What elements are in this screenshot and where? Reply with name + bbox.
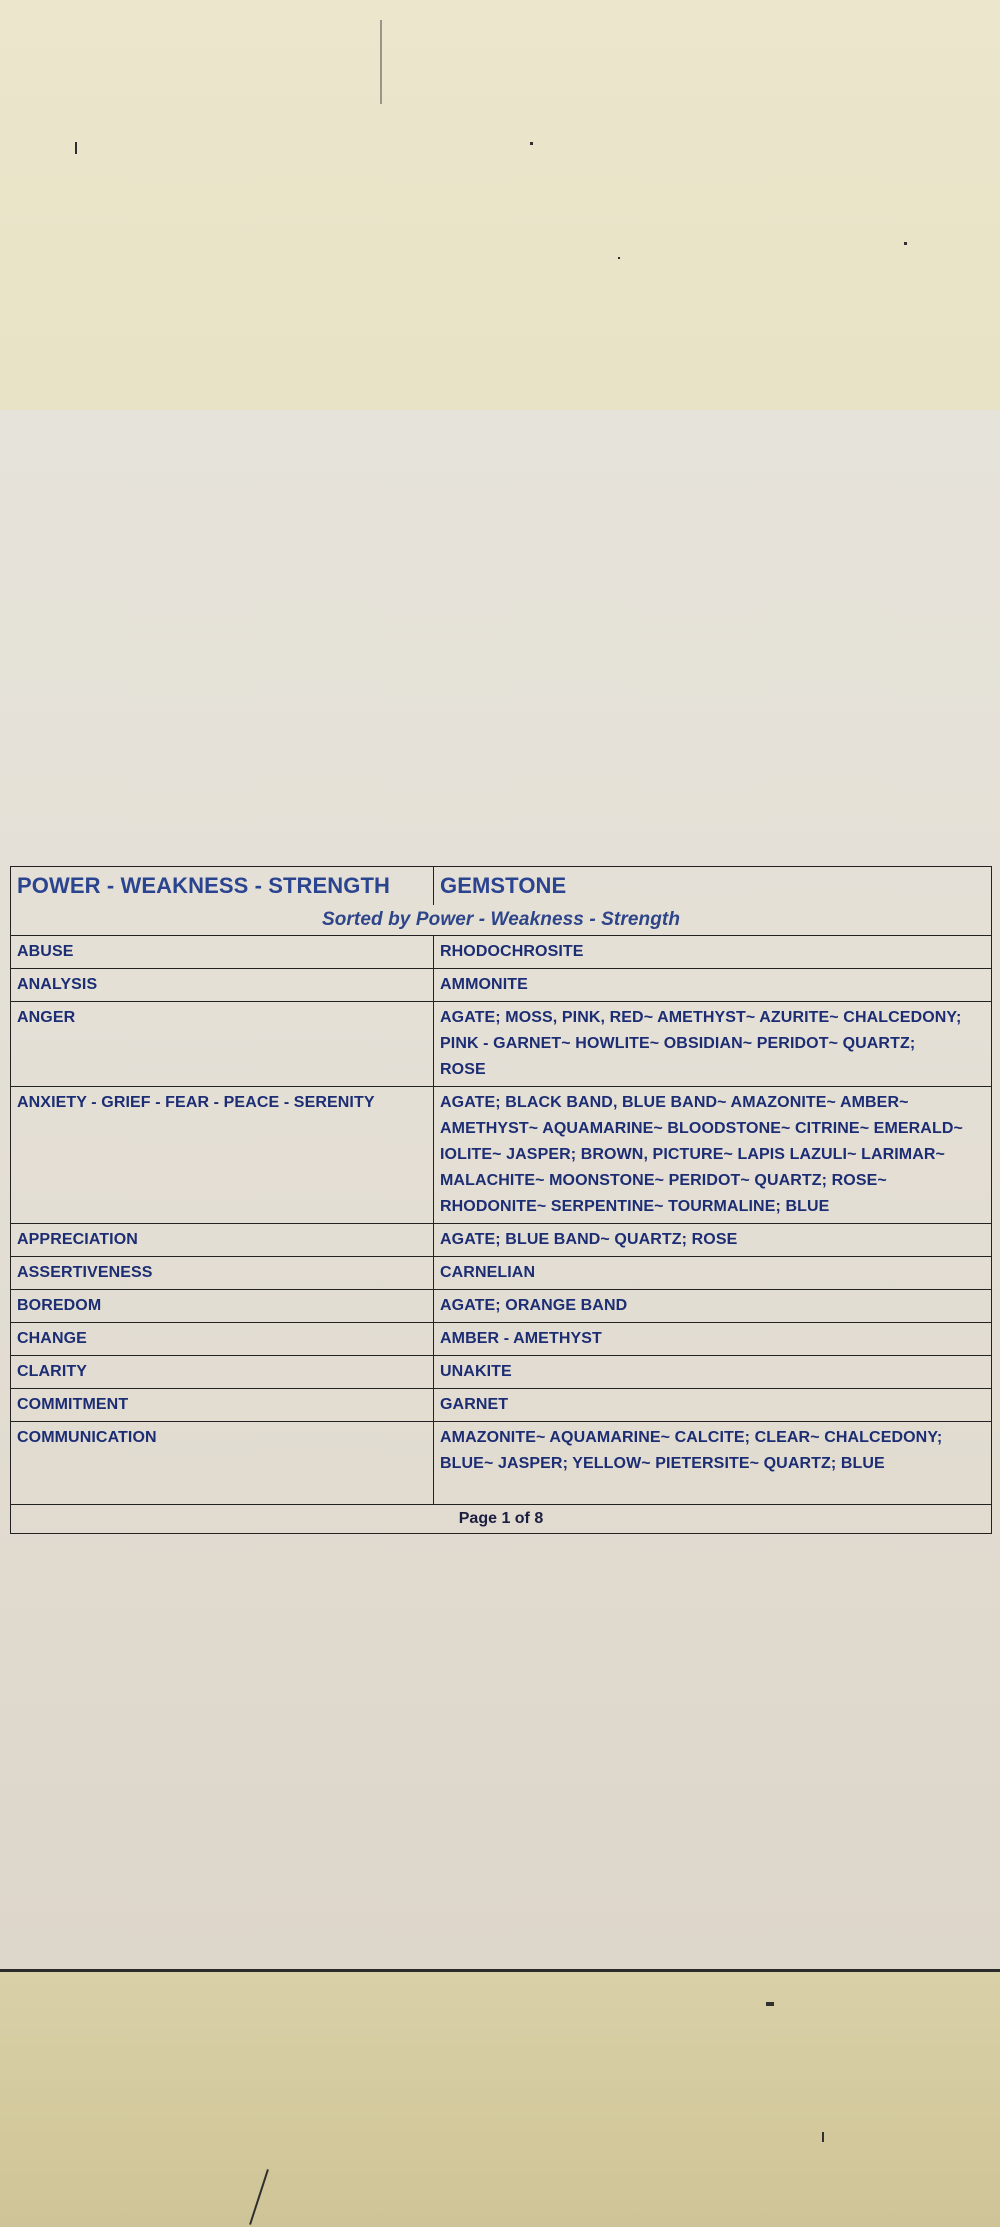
gemstone-line: AGATE; ORANGE BAND	[440, 1297, 628, 1314]
power-cell: ANGER	[11, 1002, 434, 1087]
gemstone-line: RHODONITE~ SERPENTINE~ TOURMALINE; BLUE	[440, 1198, 830, 1215]
power-cell: ANALYSIS	[11, 969, 434, 1002]
gemstone-line: AMAZONITE~ AQUAMARINE~ CALCITE; CLEAR~ CHALCEDONY;	[440, 1429, 943, 1446]
table-row	[11, 1290, 992, 1323]
gemstone-cell	[434, 1257, 992, 1290]
speck-mark	[904, 242, 907, 245]
power-cell: ANXIETY - GRIEF - FEAR - PEACE - SERENITY	[11, 1087, 434, 1224]
table-row	[11, 1389, 992, 1422]
power-cell: APPRECIATION	[11, 1224, 434, 1257]
table-row	[11, 1422, 992, 1505]
gemstone-line: ROSE	[440, 1061, 486, 1078]
gemstone-line: UNAKITE	[440, 1363, 512, 1380]
gemstone-cell	[434, 936, 992, 969]
gemstone-line: PINK - GARNET~ HOWLITE~ OBSIDIAN~ PERIDOT~ QUARTZ;	[440, 1035, 916, 1052]
table-row	[11, 936, 992, 969]
speck-mark	[530, 142, 533, 145]
speck-mark	[822, 2132, 824, 2142]
gemstone-document	[10, 866, 992, 1534]
gemstone-cell	[434, 1323, 992, 1356]
speck-mark	[75, 142, 77, 154]
gemstone-cell	[434, 1224, 992, 1257]
table-row	[11, 1356, 992, 1389]
power-cell: COMMUNICATION	[11, 1422, 434, 1505]
gemstone-line: GARNET	[440, 1396, 509, 1413]
gemstone-cell	[434, 969, 992, 1002]
gemstone-line: AGATE; BLACK BAND, BLUE BAND~ AMAZONITE~ AMBER~	[440, 1094, 909, 1111]
gemstone-line: AMBER - AMETHYST	[440, 1330, 602, 1347]
background-wall-top	[0, 0, 1000, 410]
table-row	[11, 1224, 992, 1257]
power-cell: ASSERTIVENESS	[11, 1257, 434, 1290]
gemstone-cell	[434, 1389, 992, 1422]
table-row	[11, 1257, 992, 1290]
speck-mark	[766, 2002, 774, 2006]
table-subtitle-row	[11, 905, 992, 936]
gemstone-line: AGATE; BLUE BAND~ QUARTZ; ROSE	[440, 1231, 738, 1248]
gemstone-cell	[434, 1422, 992, 1505]
gemstone-cell	[434, 1356, 992, 1389]
gemstone-line: AMETHYST~ AQUAMARINE~ BLOODSTONE~ CITRINE~ EMERALD~	[440, 1120, 963, 1137]
table-row	[11, 969, 992, 1002]
power-cell: CHANGE	[11, 1323, 434, 1356]
table-header-row	[11, 867, 992, 906]
gemstone-table	[10, 866, 992, 1505]
table-row	[11, 1323, 992, 1356]
gemstone-line: IOLITE~ JASPER; BROWN, PICTURE~ LAPIS LAZULI~ LARIMAR~	[440, 1146, 945, 1163]
background-wall-bottom	[0, 1972, 1000, 2227]
power-cell: BOREDOM	[11, 1290, 434, 1323]
gemstone-line: CARNELIAN	[440, 1264, 536, 1281]
header-gemstone: GEMSTONE	[434, 867, 992, 906]
gemstone-line: BLUE~ JASPER; YELLOW~ PIETERSITE~ QUARTZ; BLUE	[440, 1455, 885, 1472]
gemstone-line: AMMONITE	[440, 976, 528, 993]
gemstone-line: AGATE; MOSS, PINK, RED~ AMETHYST~ AZURITE~ CHALCEDONY;	[440, 1009, 962, 1026]
power-cell: ABUSE	[11, 936, 434, 969]
gemstone-cell	[434, 1290, 992, 1323]
page-footer: Page 1 of 8	[10, 1505, 992, 1534]
table-subtitle: Sorted by Power - Weakness - Strength	[11, 905, 992, 936]
gemstone-cell	[434, 1087, 992, 1224]
speck-mark	[380, 20, 382, 104]
table-row	[11, 1002, 992, 1087]
table-row	[11, 1087, 992, 1224]
gemstone-cell	[434, 1002, 992, 1087]
power-cell: COMMITMENT	[11, 1389, 434, 1422]
power-cell: CLARITY	[11, 1356, 434, 1389]
speck-mark	[618, 257, 620, 259]
gemstone-line: RHODOCHROSITE	[440, 943, 584, 960]
header-power: POWER - WEAKNESS - STRENGTH	[11, 867, 434, 906]
gemstone-line: MALACHITE~ MOONSTONE~ PERIDOT~ QUARTZ; ROSE~	[440, 1172, 887, 1189]
